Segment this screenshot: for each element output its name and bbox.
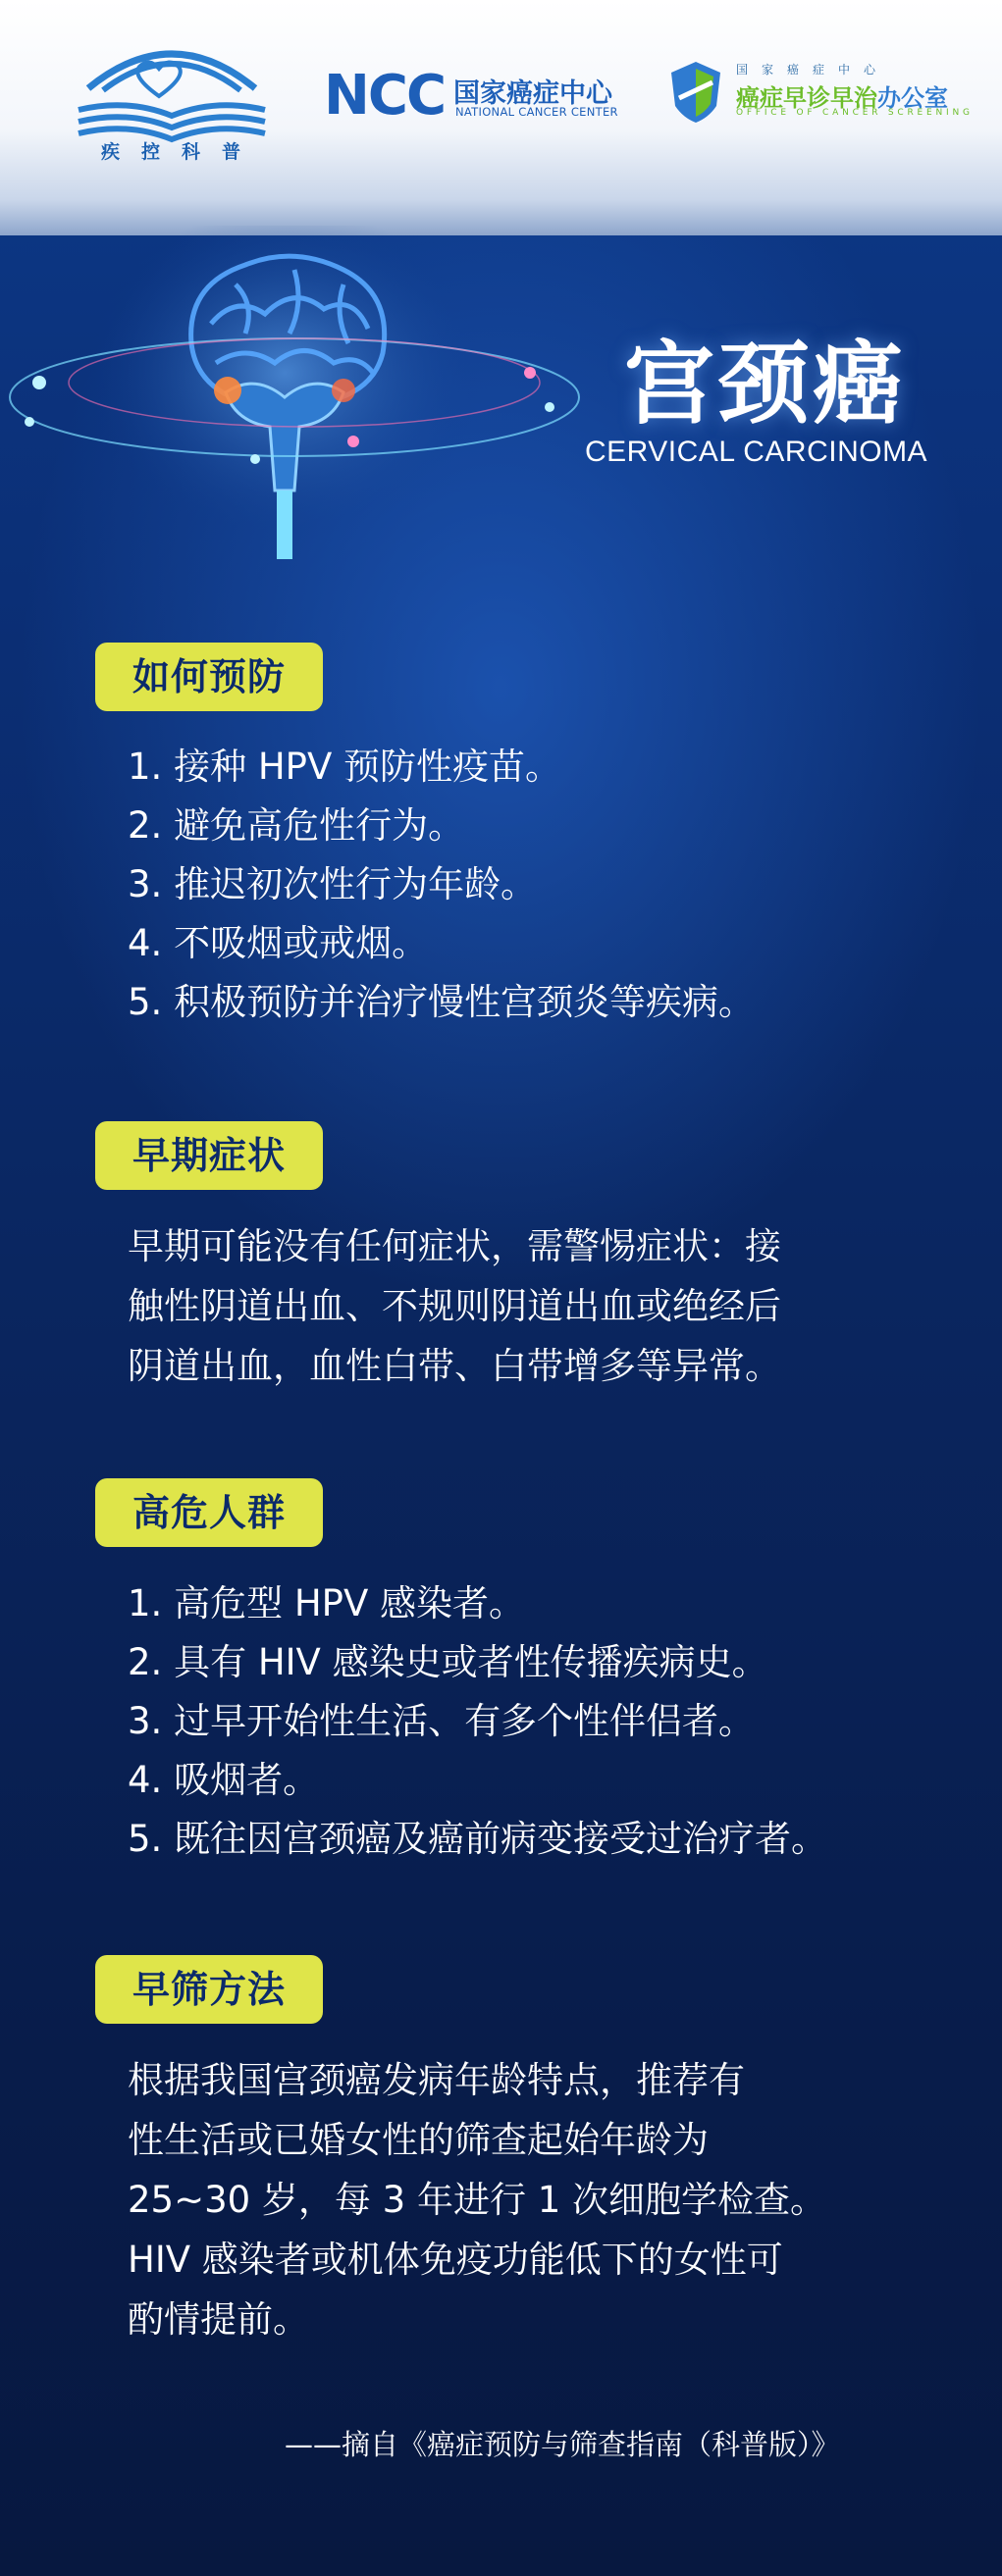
list-item: 1. 高危型 HPV 感染者。 [128, 1582, 526, 1624]
header-bar [0, 0, 1002, 235]
section-badge-symptoms: 早期症状 [95, 1121, 323, 1190]
symptoms-paragraph [128, 1216, 893, 1396]
paragraph-line: 25~30 岁，每 3 年进行 1 次细胞学检查。 [128, 2179, 827, 2221]
paragraph-line: HIV 感染者或机体免疫功能低下的女性可 [128, 2239, 783, 2281]
ncc-logo-en: NATIONAL CANCER CENTER [455, 105, 618, 119]
office-logo-small: 国家癌症中心 [736, 63, 890, 77]
shield-icon [667, 59, 724, 126]
page-title-en: CERVICAL CARCINOMA [585, 436, 928, 468]
ncc-logo-letters: NCC [324, 64, 446, 128]
list-item: 4. 不吸烟或戒烟。 [128, 922, 429, 964]
list-item: 3. 过早开始性生活、有多个性伴侣者。 [128, 1700, 756, 1742]
list-item: 1. 接种 HPV 预防性疫苗。 [128, 746, 562, 788]
office-logo-main-a: 癌症早诊早治 [736, 84, 877, 112]
ncc-logo-cn: 国家癌症中心 [453, 78, 612, 109]
paragraph-line: 性生活或已婚女性的筛查起始年龄为 [128, 2119, 709, 2161]
list-item: 3. 推迟初次性行为年龄。 [128, 863, 538, 905]
section-badge-prevention: 如何预防 [95, 643, 323, 711]
paragraph-line: 酌情提前。 [128, 2298, 309, 2341]
risk-list [128, 1574, 827, 1869]
kepu-logo-label: 疾控科普 [100, 141, 262, 163]
list-item: 5. 积极预防并治疗慢性宫颈炎等疾病。 [128, 981, 756, 1023]
office-logo-en: OFFICE OF CANCER SCREENING [736, 108, 974, 118]
ncc-logo [324, 64, 638, 128]
section-badge-risk: 高危人群 [95, 1478, 323, 1547]
list-item: 2. 避免高危性行为。 [128, 804, 465, 847]
paragraph-line: 阴道出血，血性白带、白带增多等异常。 [128, 1345, 781, 1387]
paragraph-line: 触性阴道出血、不规则阴道出血或绝经后 [128, 1285, 781, 1327]
list-item: 2. 具有 HIV 感染史或者性传播疾病史。 [128, 1641, 768, 1683]
prevention-list [128, 738, 755, 1032]
section-badge-screening: 早筛方法 [95, 1955, 323, 2024]
office-logo-main-b: 办公室 [877, 84, 948, 112]
paragraph-line: 早期可能没有任何症状，需警惕症状：接 [128, 1225, 781, 1267]
list-item: 5. 既往因宫颈癌及癌前病变接受过治疗者。 [128, 1818, 828, 1860]
page-title: 宫颈癌 [624, 332, 908, 437]
paragraph-line: 根据我国宫颈癌发病年龄特点，推荐有 [128, 2059, 745, 2101]
list-item: 4. 吸烟者。 [128, 1759, 320, 1801]
source-citation: ——摘自《癌症预防与筛查指南（科普版）》 [285, 2428, 840, 2461]
brain-uterus-illustration [0, 226, 608, 579]
screening-paragraph [128, 2050, 893, 2349]
screening-office-logo [667, 59, 974, 128]
